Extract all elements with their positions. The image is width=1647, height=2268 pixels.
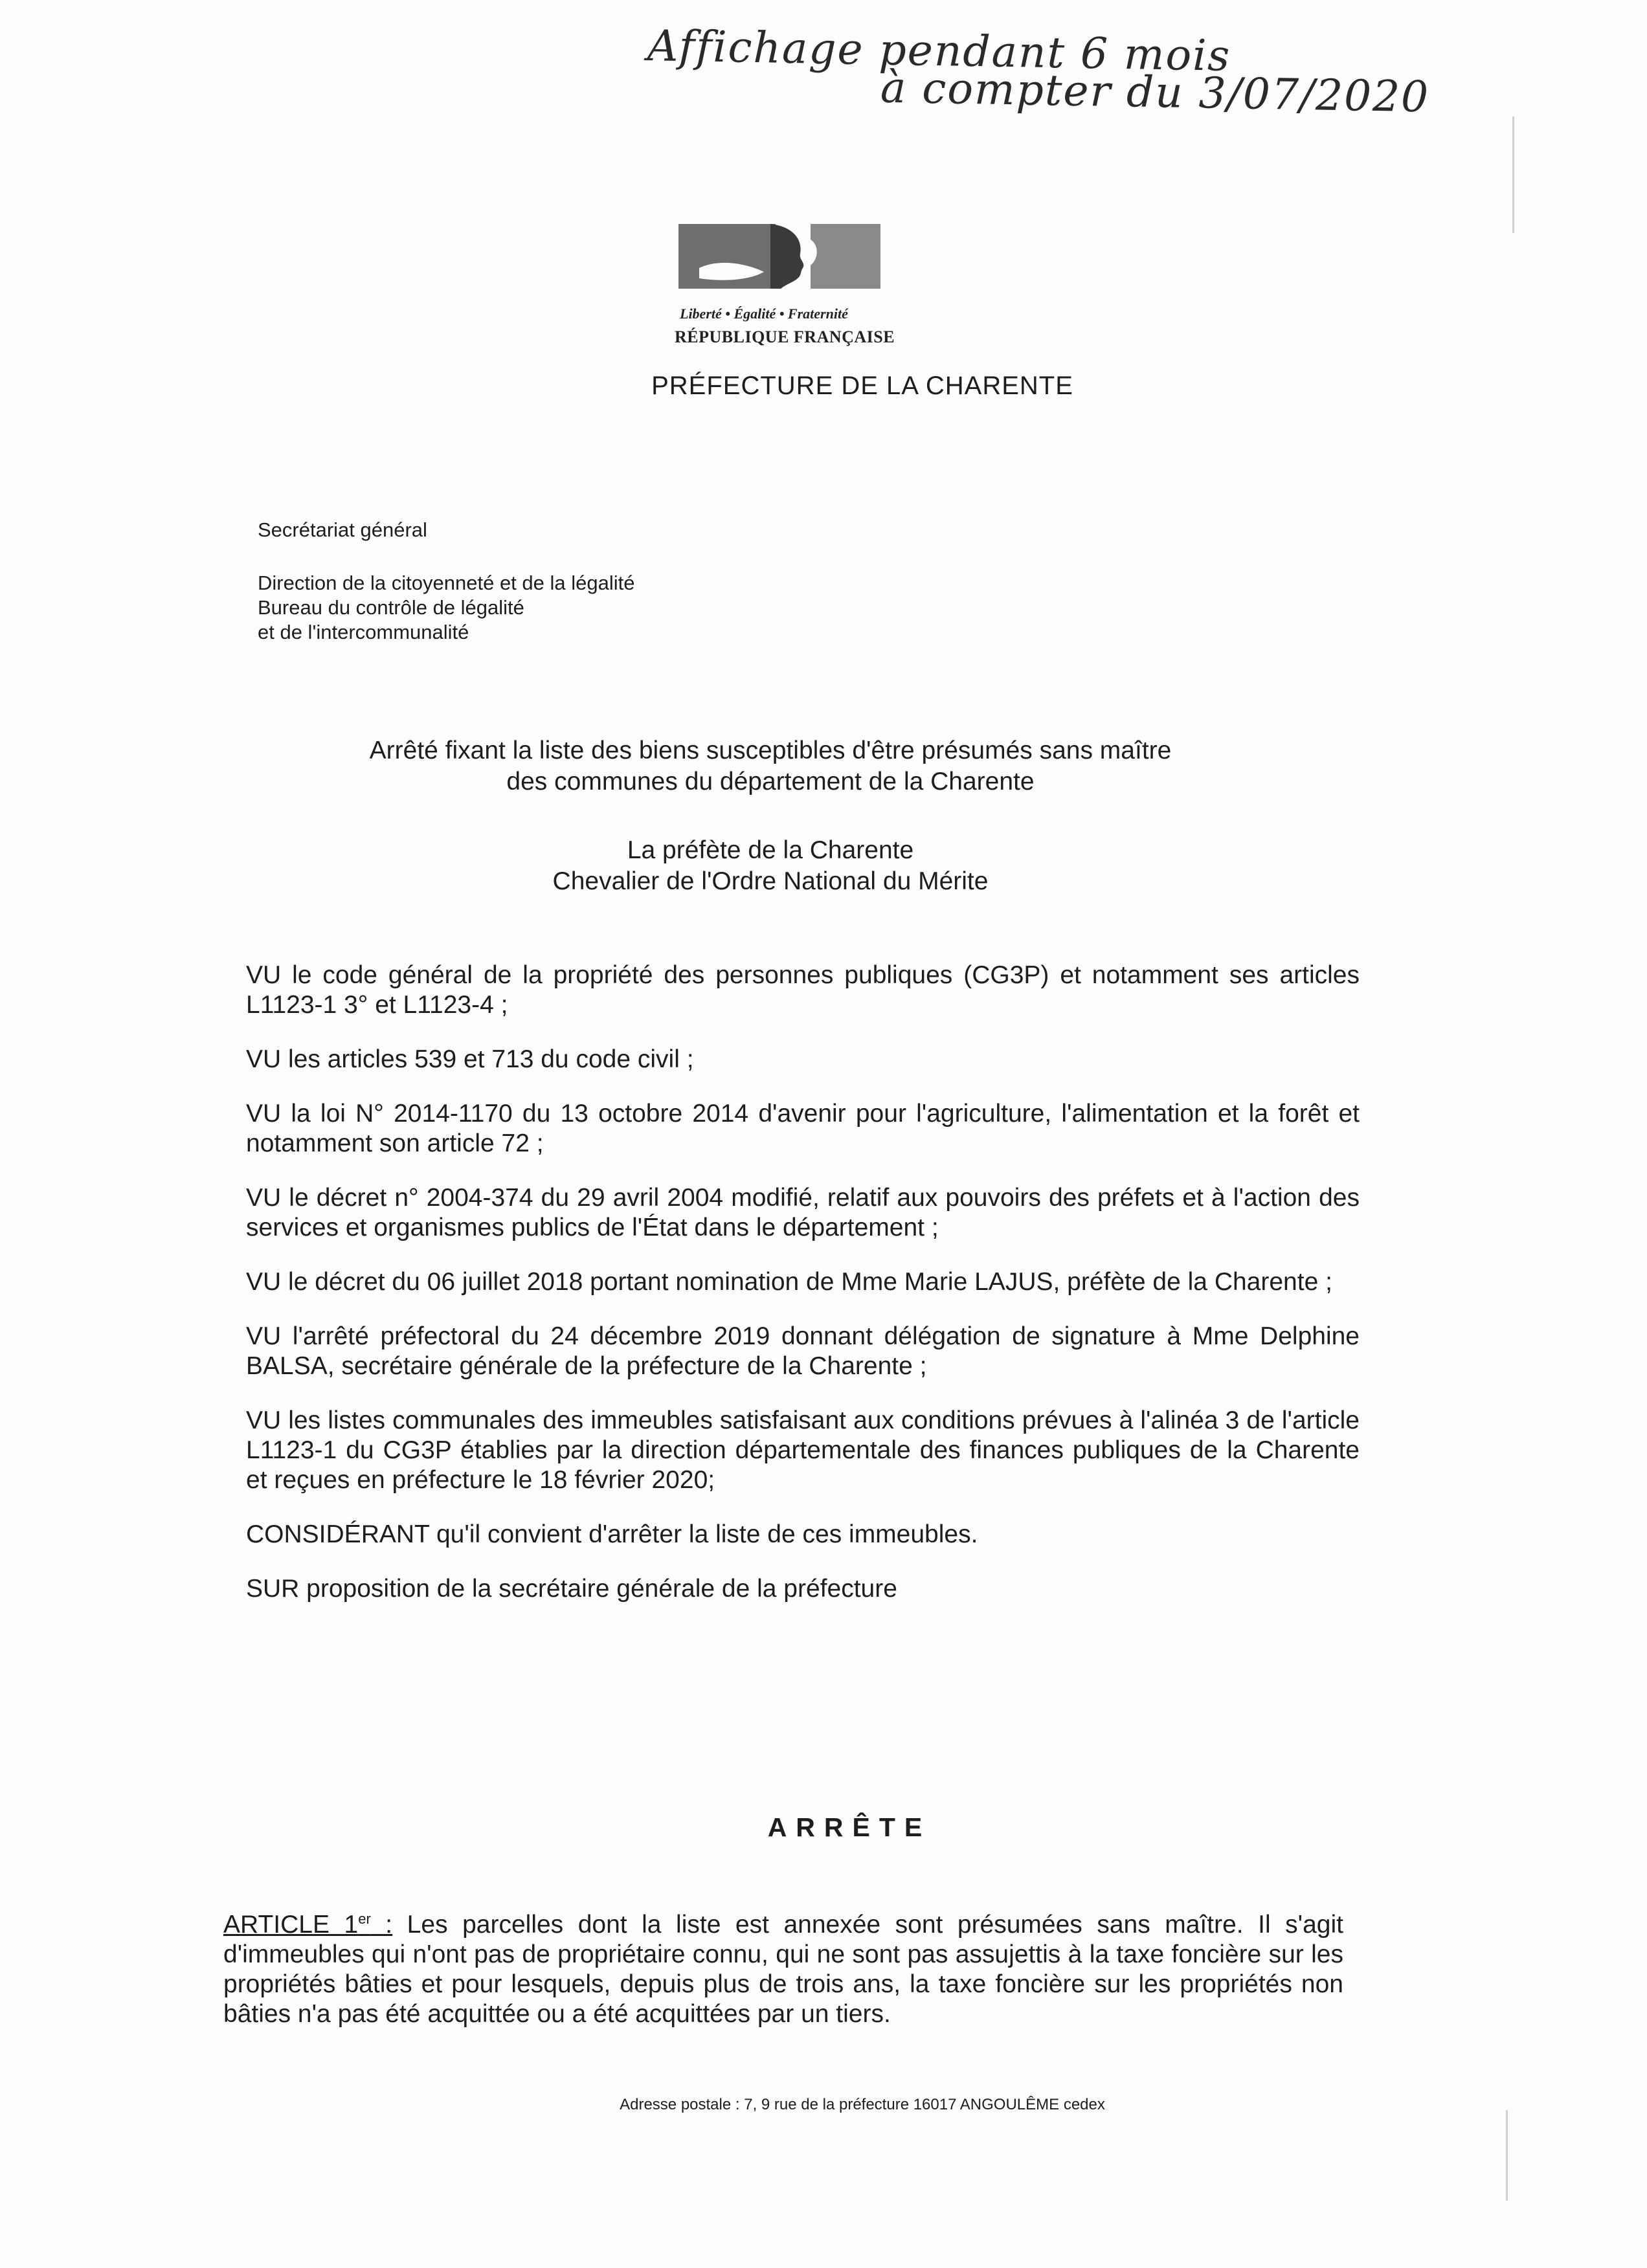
service-line: Secrétariat général — [258, 518, 427, 541]
article-1 — [223, 1904, 1343, 2029]
article-1-ordinal: er — [358, 1911, 371, 1927]
visa-paragraph: VU les articles 539 et 713 du code civil ; — [246, 1045, 694, 1073]
republic-motto: Liberté • Égalité • Fraternité — [680, 306, 848, 322]
prefecture-title: PRÉFECTURE DE LA CHARENTE — [651, 372, 1073, 400]
title-line: des communes du département de la Charente — [506, 768, 1035, 795]
signatory-line: Chevalier de l'Ordre National du Mérite — [552, 867, 989, 895]
visa-paragraph: VU le décret du 06 juillet 2018 portant nomination de Mme Marie LAJUS, préfète de la Charente ; — [246, 1268, 1332, 1296]
signatory-block — [194, 835, 1347, 897]
arrete-heading: ARRÊTE — [767, 1812, 932, 1842]
issuing-service — [258, 518, 634, 645]
visa-paragraph: VU le code général de la propriété des personnes publiques (CG3P) et notamment ses articles L1123-1 3° et L1123-4 ; — [246, 961, 1360, 1019]
scan-edge-line — [1506, 2110, 1508, 2201]
republic-name: RÉPUBLIQUE FRANÇAISE — [675, 328, 895, 346]
handwritten-annotation-line-2: à compter du 3/07/2020 — [880, 62, 1430, 122]
marianne-logo-icon — [673, 220, 887, 298]
proposal-paragraph: SUR proposition de la secrétaire générale de la préfecture — [246, 1575, 897, 1603]
service-line: et de l'intercommunalité — [258, 621, 469, 643]
document-title — [194, 735, 1347, 797]
service-line: Bureau du contrôle de légalité — [258, 596, 524, 619]
article-1-colon: : — [370, 1911, 393, 1939]
visas-section — [246, 961, 1360, 1629]
visa-paragraph: VU l'arrêté préfectoral du 24 décembre 2019 donnant délégation de signature à Mme Delphine BALSA, secrétaire générale de la préfecture de la Charente ; — [246, 1322, 1360, 1380]
scan-edge-line — [1512, 117, 1514, 233]
signatory-line: La préfète de la Charente — [627, 836, 914, 864]
visa-paragraph: VU les listes communales des immeubles satisfaisant aux conditions prévues à l'alinéa 3 de l'article L1123-1 du CG3P établies par la direction départementale des finances publiques de la Charente et reçues en préfecture le 18 février 2020; — [246, 1406, 1360, 1494]
postal-address-footer: Adresse postale : 7, 9 rue de la préfecture 16017 ANGOULÊME cedex — [620, 2096, 1105, 2113]
article-1-text: Les parcelles dont la liste est annexée sont présumées sans maître. Il s'agit d'immeubles qui n'ont pas de propriétaire connu, qui ne sont pas assujettis à la taxe foncière sur les propriétés bâties et pour lesquels, depuis plus de trois ans, la taxe foncière sur les propriétés non bâties n'a pas été acquittée ou a été acquittées par un tiers. — [223, 1911, 1343, 2028]
service-line: Direction de la citoyenneté et de la légalité — [258, 572, 635, 594]
considering-paragraph: CONSIDÉRANT qu'il convient d'arrêter la liste de ces immeubles. — [246, 1520, 978, 1548]
visa-paragraph: VU la loi N° 2014-1170 du 13 octobre 2014 d'avenir pour l'agriculture, l'alimentation et la forêt et notamment son article 72 ; — [246, 1100, 1360, 1157]
visa-paragraph: VU le décret n° 2004-374 du 29 avril 2004 modifié, relatif aux pouvoirs des préfets et à l'action des services et organismes publics de l'État dans le département ; — [246, 1184, 1360, 1241]
handwritten-annotation-line-1: Affichage pendant 6 mois — [647, 21, 1231, 81]
article-1-number: ARTICLE 1 — [223, 1911, 359, 1939]
title-line: Arrêté fixant la liste des biens susceptibles d'être présumés sans maître — [369, 737, 1172, 764]
article-1-label — [223, 1911, 392, 1939]
